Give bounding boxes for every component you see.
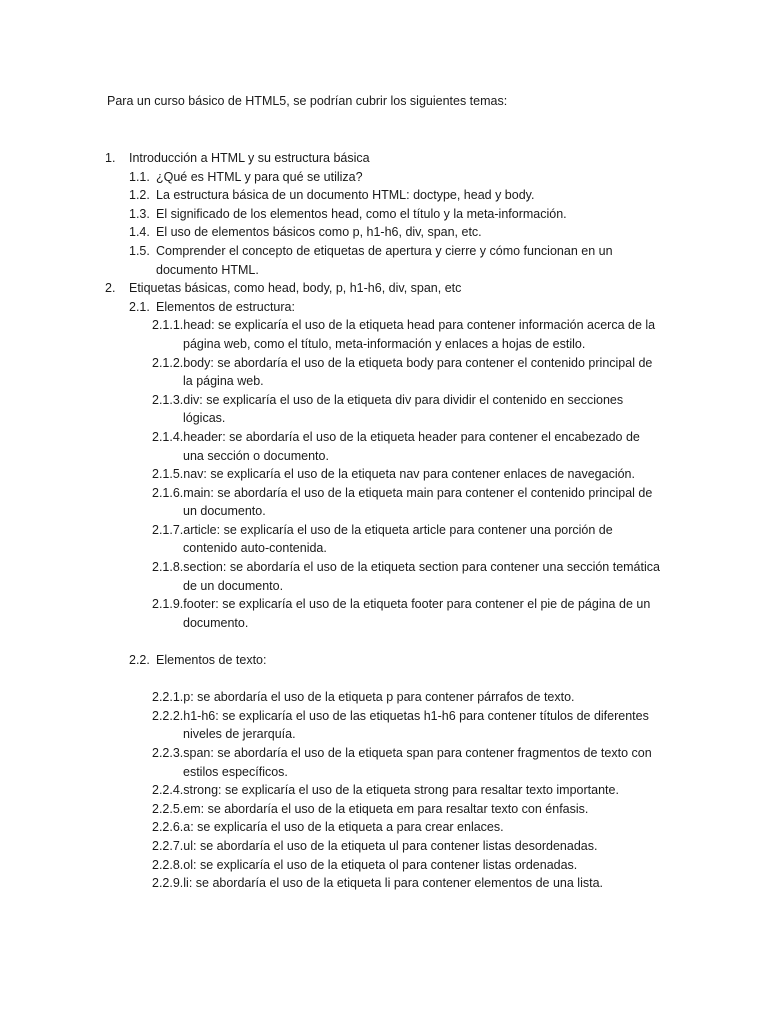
spacer xyxy=(0,670,768,689)
list-text: La estructura básica de un documento HTML: doctype, head y body. xyxy=(156,188,535,203)
list-item xyxy=(0,856,663,875)
list-item xyxy=(0,465,663,484)
list-text: article: se explicaría el uso de la etiqueta article para contener una porción de contenido auto-contenida. xyxy=(183,522,613,556)
list-item xyxy=(0,800,663,819)
list-item-section-2 xyxy=(0,279,669,298)
list-number: 2.1.2. xyxy=(152,355,184,370)
list-item xyxy=(0,354,663,391)
list-text: head: se explicaría el uso de la etiqueta head para contener información acerca de la página web, como el título, meta-información y enlaces a hojas de estilo. xyxy=(183,318,656,351)
list-number: 2.2.2. xyxy=(152,708,184,723)
list-item xyxy=(0,186,656,205)
list-text: ul: se abordaría el uso de la etiqueta ul para contener listas desordenadas. xyxy=(183,838,598,853)
list-item xyxy=(0,781,663,800)
list-item xyxy=(0,874,663,893)
spacer xyxy=(0,632,768,651)
list-number: 2.1. xyxy=(129,299,150,314)
list-text: li: se abordaría el uso de la etiqueta li para contener elementos de una lista. xyxy=(183,876,603,891)
list-number: 1.3. xyxy=(129,206,150,221)
list-number: 2.1.7. xyxy=(152,522,184,537)
list-text: div: se explicaría el uso de la etiqueta div para dividir el contenido en secciones lógicas. xyxy=(183,392,624,426)
list-item xyxy=(0,558,663,595)
list-text: ¿Qué es HTML y para qué se utiliza? xyxy=(156,169,363,184)
list-text: El significado de los elementos head, como el título y la meta-información. xyxy=(156,206,567,221)
list-text: em: se abordaría el uso de la etiqueta em para resaltar texto con énfasis. xyxy=(183,801,589,816)
list-text: section: se abordaría el uso de la etiqueta section para contener una sección temática de un documento. xyxy=(183,560,660,593)
list-item xyxy=(0,391,663,428)
list-item-subsection-2-2 xyxy=(0,651,656,670)
list-number: 2.1.6. xyxy=(152,485,184,500)
list-number: 2.2.4. xyxy=(152,783,184,798)
list-text: h1-h6: se explicaría el uso de las etiquetas h1-h6 para contener títulos de diferentes niveles de jerarquía. xyxy=(183,708,649,742)
list-text: Etiquetas básicas, como head, body, p, h1-h6, div, span, etc xyxy=(129,281,462,296)
list-number: 2.1.9. xyxy=(152,597,184,612)
list-number: 1.5. xyxy=(129,243,150,258)
list-number: 2.2.7. xyxy=(152,838,184,853)
list-text: main: se abordaría el uso de la etiqueta main para contener el contenido principal de un documento. xyxy=(183,485,653,519)
list-number: 2.1.3. xyxy=(152,392,184,407)
list-text: span: se abordaría el uso de la etiqueta span para contener fragmentos de texto con estilos específicos. xyxy=(183,746,652,779)
list-item xyxy=(0,744,663,781)
list-item xyxy=(0,707,663,744)
list-text: Comprender el concepto de etiquetas de apertura y cierre y cómo funcionan en un documento HTML. xyxy=(156,243,613,277)
list-number: 2.1.8. xyxy=(152,560,184,575)
list-item xyxy=(0,837,663,856)
list-number: 2.2.1. xyxy=(152,690,184,705)
list-text: p: se abordaría el uso de la etiqueta p para contener párrafos de texto. xyxy=(183,690,575,705)
list-text: a: se explicaría el uso de la etiqueta a para crear enlaces. xyxy=(183,820,504,835)
list-number: 1.2. xyxy=(129,188,150,203)
list-text: nav: se explicaría el uso de la etiqueta nav para contener enlaces de navegación. xyxy=(183,467,635,482)
list-item xyxy=(0,168,656,187)
list-item-section-1 xyxy=(0,149,669,168)
list-item xyxy=(0,595,663,632)
list-number: 2.1.4. xyxy=(152,429,184,444)
list-number: 2.2.8. xyxy=(152,857,184,872)
list-item xyxy=(0,688,663,707)
list-text: header: se abordaría el uso de la etiqueta header para contener el encabezado de una sección o documento. xyxy=(183,429,640,463)
list-text: El uso de elementos básicos como p, h1-h6, div, span, etc. xyxy=(156,225,482,240)
list-item xyxy=(0,818,663,837)
list-number: 1.1. xyxy=(129,169,150,184)
list-number: 1. xyxy=(105,151,116,165)
list-number: 2.2.9. xyxy=(152,876,184,891)
list-item xyxy=(0,242,656,279)
list-item xyxy=(0,484,663,521)
list-number: 2.1.5. xyxy=(152,467,184,482)
list-item xyxy=(0,428,663,465)
list-number: 2.1.1. xyxy=(152,318,184,333)
list-text: footer: se explicaría el uso de la etiqueta footer para contener el pie de página de un documento. xyxy=(183,597,651,630)
list-number: 1.4. xyxy=(129,225,150,240)
list-number: 2.2.5. xyxy=(152,801,184,816)
list-text: Introducción a HTML y su estructura básica xyxy=(129,151,370,165)
list-item xyxy=(0,521,663,558)
list-text: Elementos de estructura: xyxy=(156,299,295,314)
list-number: 2. xyxy=(105,281,116,296)
list-item-subsection-2-1 xyxy=(0,298,656,317)
intro-paragraph: Para un curso básico de HTML5, se podrían cubrir los siguientes temas: xyxy=(107,94,508,108)
list-item xyxy=(0,205,656,224)
list-item xyxy=(0,223,656,242)
list-text: ol: se explicaría el uso de la etiqueta ol para contener listas ordenadas. xyxy=(183,857,578,872)
list-text: body: se abordaría el uso de la etiqueta body para contener el contenido principal de la página web. xyxy=(183,355,653,389)
list-text: strong: se explicaría el uso de la etiqueta strong para resaltar texto importante. xyxy=(183,783,619,798)
list-text: Elementos de texto: xyxy=(156,653,267,668)
list-item xyxy=(0,316,663,353)
topic-list xyxy=(0,149,768,893)
list-number: 2.2.3. xyxy=(152,746,184,760)
list-number: 2.2. xyxy=(129,653,150,668)
list-number: 2.2.6. xyxy=(152,820,184,835)
